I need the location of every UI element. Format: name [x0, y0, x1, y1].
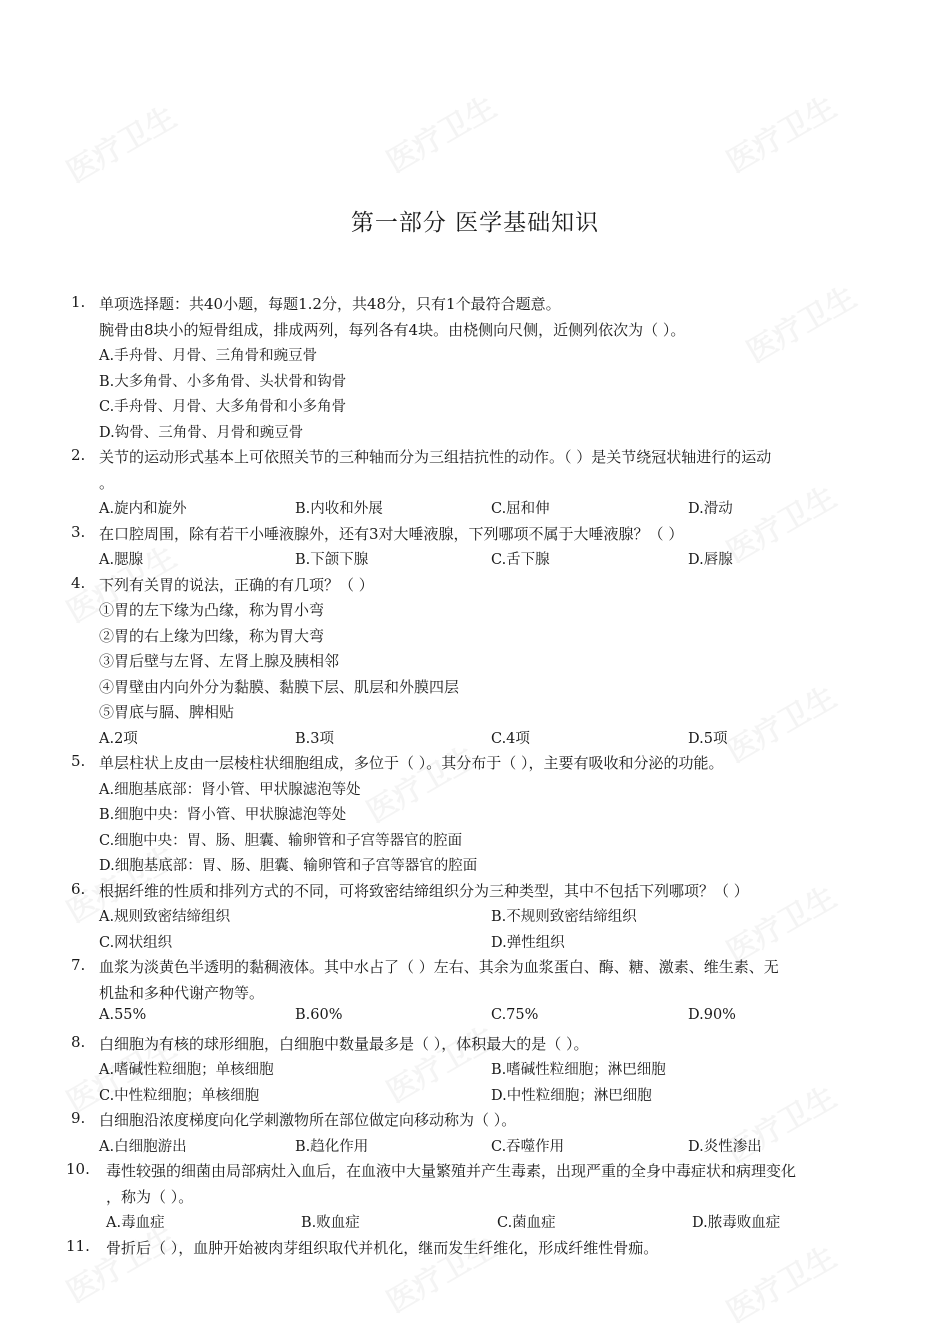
- question-stem-line: 血浆为淡黄色半透明的黏稠液体。其中水占了（ ）左右、其余为血浆蛋白、酶、糖、激素、维生素、无: [99, 958, 779, 976]
- answer-option: B.3项: [295, 730, 334, 747]
- answer-option: D.钩骨、三角骨、月骨和豌豆骨: [99, 424, 304, 441]
- answer-option: C.中性粒细胞；单核细胞: [99, 1087, 260, 1104]
- answer-option: A.手舟骨、月骨、三角骨和豌豆骨: [99, 348, 318, 364]
- question-number: 3.: [71, 522, 86, 541]
- answer-option: B.大多角骨、小多角骨、头状骨和钩骨: [99, 373, 347, 390]
- answer-option: C.75%: [491, 1007, 539, 1023]
- question-stem-line: 下列有关胃的说法，正确的有几项？（ ）: [99, 575, 374, 594]
- question-number: 9.: [71, 1109, 86, 1127]
- watermark: [717, 673, 843, 771]
- question-number: 4.: [71, 573, 86, 592]
- question-stem-line: 关节的运动形式基本上可依照关节的三种轴而分为三组拮抗性的动作。（ ）是关节绕冠状轴进行的运动: [99, 448, 772, 466]
- watermark: [57, 93, 183, 191]
- question-stem-line: 腕骨由8块小的短骨组成，排成两列，每列各有4块。由桡侧向尺侧，近侧列依次为（ ）。: [99, 320, 686, 339]
- answer-option: A.白细胞游出: [99, 1138, 187, 1155]
- answer-option: C.4项: [491, 730, 530, 747]
- question-stem-line: ④胃壁由内向外分为黏膜、黏膜下层、肌层和外膜四层: [99, 677, 460, 696]
- page-title: 第一部分 医学基础知识: [350, 210, 600, 236]
- answer-option: D.炎性渗出: [688, 1138, 762, 1155]
- watermark: [717, 1233, 843, 1331]
- question-number: 11.: [66, 1236, 90, 1255]
- answer-option: B.不规则致密结缔组织: [491, 909, 637, 925]
- watermark: [357, 733, 483, 831]
- question-stem-line: 白细胞沿浓度梯度向化学刺激物所在部位做定向移动称为（ ）。: [99, 1111, 517, 1129]
- question-stem-line: 根据纤维的性质和排列方式的不同，可将致密结缔组织分为三种类型，其中不包括下列哪项？（ ）: [99, 881, 749, 900]
- watermark: [377, 83, 503, 181]
- watermark: [717, 1073, 843, 1171]
- question-stem-line: 机盐和多种代谢产物等。: [99, 983, 265, 1002]
- answer-option: C.细胞中央：胃、肠、胆囊、输卵管和子宫等器官的腔面: [99, 832, 463, 849]
- answer-option: B.趋化作用: [295, 1138, 369, 1155]
- answer-option: C.舌下腺: [491, 552, 550, 568]
- question-number: 5.: [71, 752, 86, 770]
- answer-option: C.屈和伸: [491, 501, 550, 517]
- watermark: [737, 273, 863, 371]
- answer-option: B.细胞中央：肾小管、甲状腺滤泡等处: [99, 807, 347, 823]
- watermark: [377, 1013, 503, 1111]
- question-stem-line: ⑤胃底与膈、脾相贴: [99, 703, 235, 721]
- answer-option: A.嗜碱性粒细胞；单核细胞: [99, 1062, 274, 1078]
- answer-option: B.嗜碱性粒细胞；淋巴细胞: [491, 1062, 666, 1078]
- question-stem-line: 。: [99, 473, 115, 492]
- question-stem-line: 骨折后（ ），血肿开始被肉芽组织取代并机化，继而发生纤维化，形成纤维性骨痂。: [106, 1238, 659, 1257]
- answer-option: D.脓毒败血症: [692, 1215, 781, 1231]
- question-stem-line: ①胃的左下缘为凸缘，称为胃小弯: [99, 601, 325, 619]
- question-number: 6.: [71, 879, 86, 898]
- answer-option: D.5项: [688, 730, 728, 747]
- answer-option: D.唇腺: [688, 552, 733, 568]
- answer-option: B.下颌下腺: [295, 552, 369, 568]
- answer-option: D.中性粒细胞；淋巴细胞: [491, 1087, 652, 1104]
- question-stem-line: ②胃的右上缘为凹缘，称为胃大弯: [99, 626, 325, 645]
- answer-option: D.细胞基底部：胃、肠、胆囊、输卵管和子宫等器官的腔面: [99, 858, 478, 874]
- question-number: 2.: [71, 446, 86, 464]
- question-number: 7.: [71, 956, 86, 974]
- question-number: 10.: [66, 1160, 90, 1178]
- answer-option: C.网状组织: [99, 934, 173, 951]
- answer-option: C.吞噬作用: [491, 1138, 565, 1155]
- answer-option: C.手舟骨、月骨、大多角骨和小多角骨: [99, 399, 347, 415]
- answer-option: B.败血症: [301, 1215, 360, 1231]
- answer-option: A.细胞基底部：肾小管、甲状腺滤泡等处: [99, 781, 361, 798]
- question-stem-line: 毒性较强的细菌由局部病灶入血后，在血液中大量繁殖并产生毒素，出现严重的全身中毒症状和病理变化: [106, 1162, 797, 1180]
- question-stem-line: 单项选择题：共40小题，每题1.2分，共48分，只有1个最符合题意。: [99, 295, 561, 313]
- answer-option: C.菌血症: [497, 1215, 556, 1231]
- watermark: [717, 473, 843, 571]
- answer-option: B.内收和外展: [295, 501, 383, 517]
- answer-option: A.规则致密结缔组织: [99, 909, 231, 925]
- question-stem-line: 单层柱状上皮由一层棱柱状细胞组成，多位于（ ）。其分布于（ ），主要有吸收和分泌的功能。: [99, 754, 724, 772]
- question-number: 1.: [71, 293, 86, 311]
- answer-option: D.弹性组织: [491, 934, 565, 951]
- question-stem-line: 在口腔周围，除有若干小唾液腺外，还有3对大唾液腺，下列哪项不属于大唾液腺？（ ）: [99, 524, 684, 543]
- answer-option: A.旋内和旋外: [99, 501, 187, 517]
- question-stem-line: ，称为（ ）。: [106, 1187, 194, 1206]
- answer-option: A.55%: [99, 1007, 147, 1023]
- answer-option: D.滑动: [688, 501, 733, 517]
- answer-option: A.毒血症: [106, 1215, 165, 1231]
- answer-option: D.90%: [688, 1007, 736, 1023]
- question-stem-line: 白细胞为有核的球形细胞，白细胞中数量最多是（ ），体积最大的是（ ）。: [99, 1034, 589, 1053]
- watermark: [717, 83, 843, 181]
- answer-option: A.2项: [99, 730, 138, 747]
- question-stem-line: ③胃后壁与左肾、左肾上腺及胰相邻: [99, 652, 340, 670]
- answer-option: A.腮腺: [99, 552, 144, 568]
- answer-option: B.60%: [295, 1007, 343, 1023]
- question-number: 8.: [71, 1032, 86, 1051]
